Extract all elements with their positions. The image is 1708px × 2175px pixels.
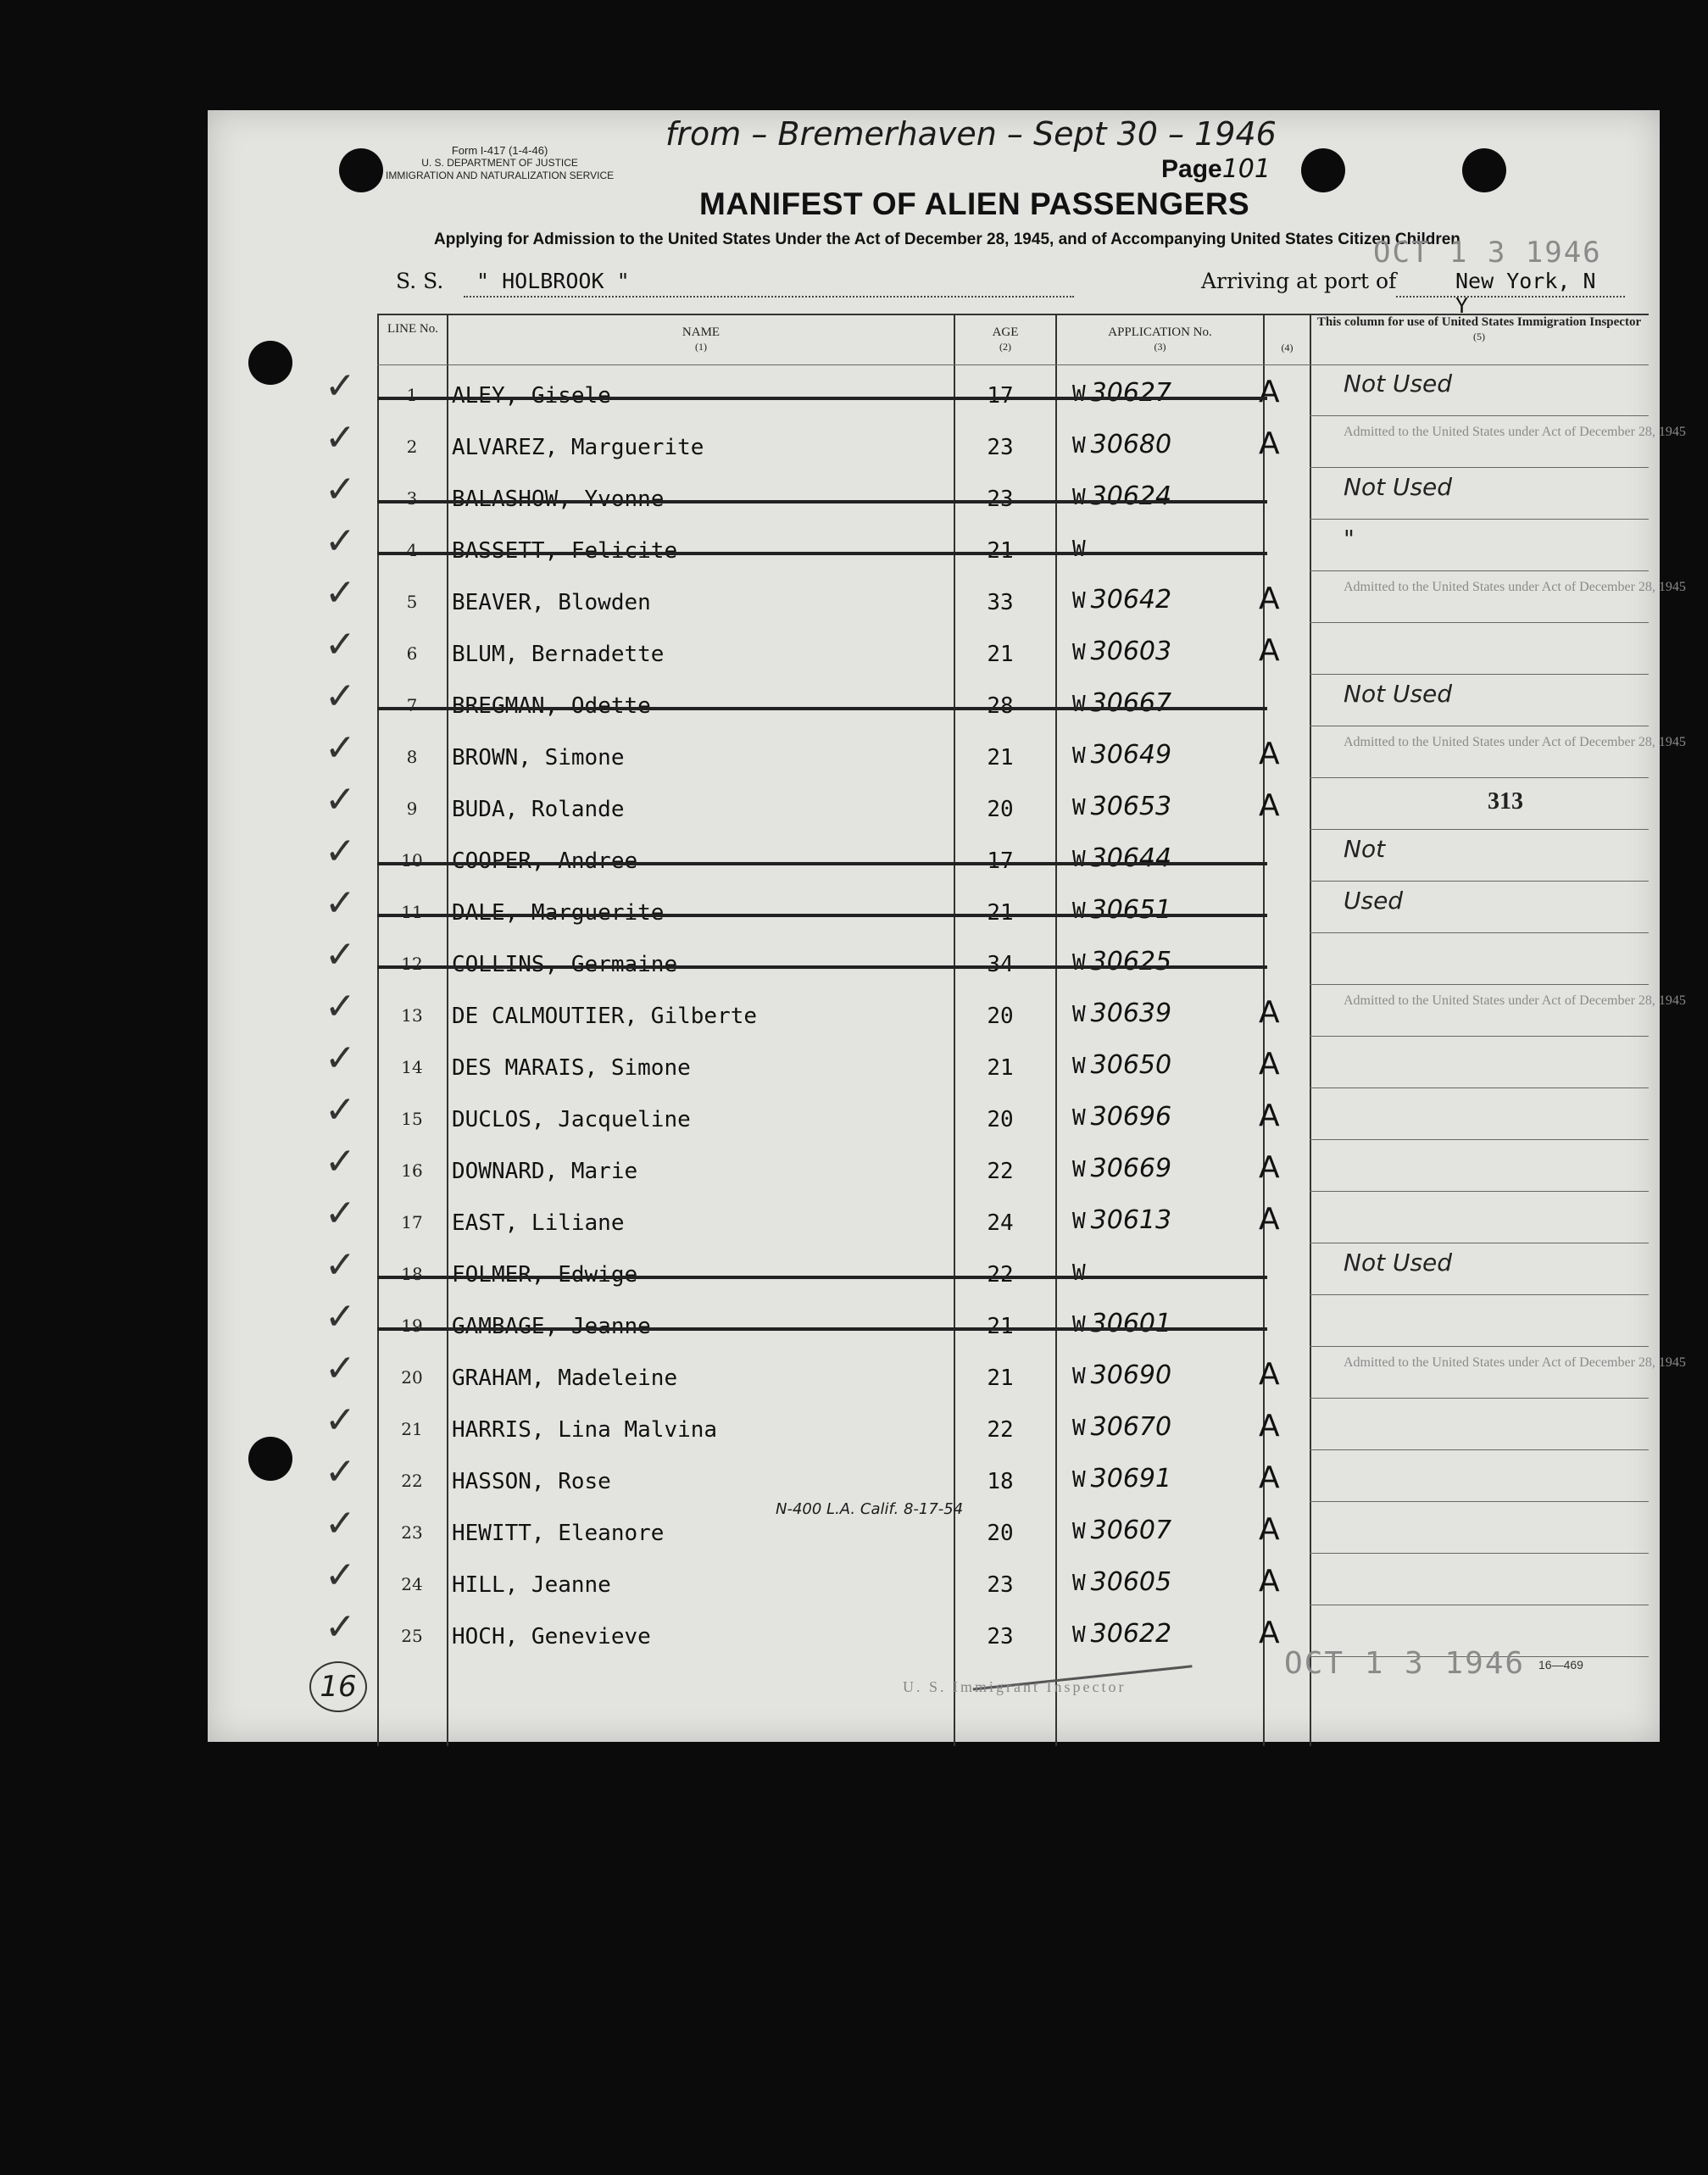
application-digits: 30691: [1090, 1464, 1172, 1494]
application-prefix: W: [1072, 1519, 1086, 1544]
age: 21: [987, 1314, 1014, 1339]
handwritten-note: N-400 L.A. Calif. 8-17-54: [776, 1500, 964, 1518]
application-digits: 30622: [1090, 1619, 1172, 1649]
application-number: [1072, 792, 1171, 821]
status-mark: A: [1259, 1564, 1280, 1599]
tick-mark: ✓: [325, 1140, 356, 1183]
age: 34: [987, 952, 1014, 977]
line-number: 4: [406, 540, 418, 560]
status-mark: A: [1259, 426, 1280, 461]
passenger-name: ALEY, Gisele: [452, 383, 611, 409]
table-row: [325, 882, 1649, 933]
line-number: 14: [401, 1057, 423, 1077]
inspector-column-header: [1314, 315, 1644, 344]
application-number: [1072, 740, 1171, 770]
age: 23: [987, 1572, 1014, 1598]
table-row: [325, 1243, 1649, 1295]
application-prefix: W: [1072, 588, 1086, 614]
line-number: 13: [401, 1005, 423, 1026]
age-header-text: AGE: [992, 325, 1019, 339]
application-number: [1072, 637, 1171, 666]
age: 20: [987, 1107, 1014, 1132]
application-digits: 30690: [1090, 1360, 1172, 1390]
status-mark: A: [1259, 995, 1280, 1030]
application-header-text: APPLICATION No.: [1108, 325, 1212, 339]
line-number: 23: [401, 1522, 423, 1543]
table-row: [325, 520, 1649, 571]
tick-mark: ✓: [325, 571, 356, 615]
application-digits: 30653: [1090, 792, 1172, 821]
application-prefix: W: [1072, 795, 1086, 820]
department: U. S. DEPARTMENT OF JUSTICE: [421, 157, 578, 169]
line-number: 19: [401, 1316, 423, 1336]
page-label: [1161, 154, 1271, 184]
line-number: 16: [401, 1160, 423, 1181]
line-number: 17: [401, 1212, 423, 1232]
tick-mark: ✓: [325, 1450, 356, 1494]
inspector-remark: Admitted to the United States under Act of December 28, 1945: [1344, 735, 1686, 749]
manifest-sheet: [208, 110, 1686, 1742]
tick-mark: ✓: [325, 416, 356, 459]
age: 21: [987, 642, 1014, 667]
inspector-remark: Not: [1344, 835, 1386, 863]
application-number: [1072, 688, 1171, 718]
service: IMMIGRATION AND NATURALIZATION SERVICE: [386, 170, 615, 181]
age: 21: [987, 1366, 1014, 1391]
application-digits: 30613: [1090, 1205, 1172, 1235]
application-digits: 30667: [1090, 688, 1172, 718]
application-number: [1072, 378, 1171, 408]
application-number: [1072, 1257, 1091, 1287]
arriving-label: Arriving at port of: [1201, 269, 1397, 293]
passenger-name: BREGMAN, Odette: [452, 693, 651, 719]
tick-mark: ✓: [325, 1192, 356, 1235]
tick-mark: ✓: [325, 675, 356, 718]
table-row: [325, 1192, 1649, 1243]
application-number: [1072, 1050, 1171, 1080]
status-mark: A: [1259, 1150, 1280, 1185]
application-digits: 30644: [1090, 843, 1172, 873]
status-mark: A: [1259, 1047, 1280, 1082]
status-mark: A: [1259, 1357, 1280, 1392]
table-row: [325, 933, 1649, 985]
ship-name: " HOLBROOK ": [476, 269, 630, 293]
application-number: [1072, 1205, 1171, 1235]
application-digits: 30669: [1090, 1154, 1172, 1183]
application-prefix: W: [1072, 1622, 1086, 1648]
port-underline: [1396, 296, 1625, 298]
tick-mark: ✓: [325, 726, 356, 770]
tick-mark: ✓: [325, 623, 356, 666]
application-prefix: W: [1072, 950, 1086, 976]
application-digits: 30680: [1090, 430, 1172, 459]
footer-date-stamp: OCT 1 3 1946: [1284, 1646, 1526, 1681]
line-header-text: LINE No.: [387, 322, 438, 336]
table-row: [325, 1450, 1649, 1502]
application-prefix: W: [1072, 1467, 1086, 1493]
passenger-name: COOPER, Andree: [452, 848, 638, 874]
application-digits: 30607: [1090, 1516, 1172, 1545]
passenger-name: COLLINS, Germaine: [452, 952, 678, 977]
inspector-header-num: (5): [1473, 331, 1485, 342]
page-number: 101: [1221, 154, 1271, 184]
passenger-name: HARRIS, Lina Malvina: [452, 1417, 718, 1443]
name-header-num: (1): [695, 341, 707, 353]
inspector-remark: Not Used: [1344, 1249, 1453, 1277]
passenger-name: ALVAREZ, Marguerite: [452, 435, 704, 460]
line-number: 22: [401, 1471, 423, 1491]
age-column-header: [955, 325, 1055, 354]
table-row: [325, 571, 1686, 623]
application-number: [1072, 895, 1171, 925]
ship-underline: [464, 296, 1074, 298]
date-stamp: OCT 1 3 1946: [1373, 236, 1602, 270]
age: 18: [987, 1469, 1014, 1494]
line-number: 5: [406, 592, 418, 612]
status-mark: A: [1259, 633, 1280, 668]
application-prefix: W: [1072, 743, 1086, 769]
application-number: [1072, 1516, 1171, 1545]
tick-mark: ✓: [325, 1502, 356, 1545]
age-header-num: (2): [999, 341, 1011, 353]
application-prefix: W: [1072, 1312, 1086, 1338]
inspector-remark: ": [1344, 525, 1355, 553]
application-prefix: W: [1072, 485, 1086, 510]
passenger-name: GAMBAGE, Jeanne: [452, 1314, 651, 1339]
status-mark: A: [1259, 788, 1280, 823]
passenger-name: BEAVER, Blowden: [452, 590, 651, 615]
application-number: [1072, 998, 1171, 1028]
inspector-remark: Not Used: [1344, 473, 1453, 501]
inspector-remark: Admitted to the United States under Act of December 28, 1945: [1344, 1355, 1686, 1370]
application-number: [1072, 1567, 1171, 1597]
inspector-remark: 313: [1488, 788, 1523, 815]
strike-through: [377, 1276, 1267, 1279]
inspector-remark: Used: [1344, 887, 1404, 915]
application-prefix: W: [1072, 1571, 1086, 1596]
passenger-name: DALE, Marguerite: [452, 900, 665, 926]
age: 33: [987, 590, 1014, 615]
tick-mark: ✓: [325, 1399, 356, 1442]
inspector-remark: Not Used: [1344, 680, 1453, 708]
age: 20: [987, 797, 1014, 822]
table-row: [325, 985, 1686, 1037]
form-header: [386, 144, 614, 182]
application-digits: 30624: [1090, 481, 1172, 511]
tick-mark: ✓: [325, 468, 356, 511]
application-number: [1072, 585, 1171, 615]
age: 20: [987, 1521, 1014, 1546]
age: 22: [987, 1159, 1014, 1184]
origin-note: from – Bremerhaven – Sept 30 – 1946: [665, 115, 1277, 153]
strike-through: [377, 914, 1267, 917]
application-digits: 30625: [1090, 947, 1172, 976]
passenger-name: BASSETT, Felicite: [452, 538, 678, 564]
table-row: [325, 1037, 1649, 1088]
table-row: [325, 1140, 1649, 1192]
passenger-name: BUDA, Rolande: [452, 797, 625, 822]
age: 21: [987, 538, 1014, 564]
passenger-name: HEWITT, Eleanore: [452, 1521, 665, 1546]
tick-mark: ✓: [325, 1243, 356, 1287]
port-value: New York, N Y: [1455, 269, 1596, 318]
age: 17: [987, 848, 1014, 874]
application-prefix: W: [1072, 1157, 1086, 1182]
subtitle: Applying for Admission to the United States Under the Act of December 28, 1945, and of Accompanying United States Citizen Children: [434, 231, 1460, 248]
inspector-label: U. S. Immigrant Inspector: [903, 1678, 1127, 1695]
passenger-name: HASSON, Rose: [452, 1469, 611, 1494]
inspector-remark: Admitted to the United States under Act of December 28, 1945: [1344, 580, 1686, 594]
col4-header: [1265, 341, 1310, 355]
table-row: [325, 468, 1649, 520]
line-number: 3: [406, 488, 418, 509]
status-mark: A: [1259, 737, 1280, 771]
status-mark: A: [1259, 1512, 1280, 1547]
tick-mark: ✓: [325, 830, 356, 873]
strike-through: [377, 397, 1267, 400]
tick-mark: ✓: [325, 1295, 356, 1338]
col4-header-num: (4): [1281, 342, 1294, 353]
application-number: [1072, 1464, 1171, 1494]
punch-hole: [1462, 148, 1506, 192]
application-prefix: W: [1072, 433, 1086, 459]
application-digits: 30639: [1090, 998, 1172, 1028]
passenger-name: HILL, Jeanne: [452, 1572, 611, 1598]
age: 23: [987, 1624, 1014, 1649]
application-prefix: W: [1072, 1002, 1086, 1027]
tick-mark: ✓: [325, 1037, 356, 1080]
line-number: 24: [401, 1574, 423, 1594]
passenger-name: GRAHAM, Madeleine: [452, 1366, 678, 1391]
application-prefix: W: [1072, 640, 1086, 665]
line-number: 8: [406, 747, 418, 767]
application-prefix: W: [1072, 847, 1086, 872]
age: 21: [987, 900, 1014, 926]
table-row: [325, 675, 1649, 726]
tick-mark: ✓: [325, 985, 356, 1028]
passenger-name: DES MARAIS, Simone: [452, 1055, 691, 1081]
age: 22: [987, 1417, 1014, 1443]
name-header-text: NAME: [682, 325, 720, 339]
application-number: [1072, 1154, 1171, 1183]
page-label-text: Page: [1161, 155, 1222, 183]
application-digits: 30603: [1090, 637, 1172, 666]
table-row: [325, 726, 1686, 778]
application-prefix: W: [1072, 1364, 1086, 1389]
application-digits: 30651: [1090, 895, 1172, 925]
table-row: [325, 1295, 1649, 1347]
table-row: [325, 1399, 1649, 1450]
passenger-name: DE CALMOUTIER, Gilberte: [452, 1004, 758, 1029]
line-number: 9: [406, 798, 418, 819]
table-row: [325, 1347, 1686, 1399]
line-number: 6: [406, 643, 418, 664]
table-row: [325, 1500, 1649, 1554]
age: 20: [987, 1004, 1014, 1029]
application-number: [1072, 1412, 1171, 1442]
strike-through: [377, 1327, 1267, 1331]
application-prefix: W: [1072, 1260, 1086, 1286]
age: 23: [987, 487, 1014, 512]
table-row: [325, 830, 1649, 882]
tick-mark: ✓: [325, 520, 356, 563]
application-digits: 30650: [1090, 1050, 1172, 1080]
punch-hole: [248, 341, 292, 385]
strike-through: [377, 552, 1267, 555]
table-row: [325, 778, 1649, 830]
table-row: [325, 1088, 1649, 1140]
line-number: 18: [401, 1264, 423, 1284]
table-row: [325, 416, 1686, 468]
table-row: [325, 623, 1649, 675]
application-number: [1072, 1102, 1171, 1132]
inspector-remark: Admitted to the United States under Act of December 28, 1945: [1344, 993, 1686, 1008]
punch-hole: [1301, 148, 1345, 192]
strike-through: [377, 862, 1267, 865]
tick-mark: ✓: [325, 1347, 356, 1390]
application-number: [1072, 843, 1171, 873]
strike-through: [377, 500, 1267, 503]
age: 17: [987, 383, 1014, 409]
line-column-header: [379, 322, 447, 337]
tick-mark: ✓: [325, 1088, 356, 1132]
application-digits: 30627: [1090, 378, 1172, 408]
line-number: 1: [406, 385, 418, 405]
age: 21: [987, 1055, 1014, 1081]
status-mark: A: [1259, 581, 1280, 616]
line-number: 10: [401, 850, 423, 871]
tick-mark: ✓: [325, 882, 356, 925]
line-number: 21: [401, 1419, 423, 1439]
application-prefix: W: [1072, 1054, 1086, 1079]
tick-mark: ✓: [325, 933, 356, 976]
application-column-header: [1057, 325, 1263, 354]
status-mark: A: [1259, 1409, 1280, 1444]
line-number: 25: [401, 1626, 423, 1646]
application-digits: 30642: [1090, 585, 1172, 615]
application-digits: 30670: [1090, 1412, 1172, 1442]
passenger-name: EAST, Liliane: [452, 1210, 625, 1236]
age: 22: [987, 1262, 1014, 1288]
passenger-name: FOLMER, Edwige: [452, 1262, 638, 1288]
application-digits: 30696: [1090, 1102, 1172, 1132]
status-mark: A: [1259, 1616, 1280, 1650]
passenger-name: DUCLOS, Jacqueline: [452, 1107, 691, 1132]
table-row: [325, 364, 1649, 416]
strike-through: [377, 965, 1267, 969]
application-digits: 30601: [1090, 1309, 1172, 1338]
status-mark: A: [1259, 375, 1280, 409]
strike-through: [377, 707, 1267, 710]
application-prefix: W: [1072, 898, 1086, 924]
application-number: [1072, 1309, 1171, 1338]
status-mark: A: [1259, 1099, 1280, 1133]
passenger-name: BALASHOW, Yvonne: [452, 487, 665, 512]
age: 21: [987, 745, 1014, 770]
tick-mark: ✓: [325, 1605, 356, 1649]
application-header-num: (3): [1154, 341, 1166, 353]
circled-number: 16: [309, 1661, 367, 1712]
passenger-name: BLUM, Bernadette: [452, 642, 665, 667]
punch-hole: [339, 148, 383, 192]
tick-mark: ✓: [325, 778, 356, 821]
line-number: 15: [401, 1109, 423, 1129]
ship-row: [396, 269, 1616, 318]
passenger-name: BROWN, Simone: [452, 745, 625, 770]
punch-hole: [248, 1437, 292, 1481]
inspector-remark: Not Used: [1344, 370, 1453, 398]
form-number: Form I-417 (1-4-46): [451, 144, 548, 157]
passenger-name: DOWNARD, Marie: [452, 1159, 638, 1184]
form-code: 16—469: [1538, 1658, 1583, 1672]
line-number: 7: [406, 695, 418, 715]
application-prefix: W: [1072, 537, 1086, 562]
line-number: 11: [401, 902, 423, 922]
inspector-remark: Admitted to the United States under Act of December 28, 1945: [1344, 425, 1686, 439]
application-prefix: W: [1072, 1105, 1086, 1131]
application-number: [1072, 481, 1171, 511]
age: 23: [987, 435, 1014, 460]
application-prefix: W: [1072, 692, 1086, 717]
age: 28: [987, 693, 1014, 719]
line-number: 2: [406, 437, 418, 457]
application-digits: 30605: [1090, 1567, 1172, 1597]
line-number: 20: [401, 1367, 423, 1388]
application-prefix: W: [1072, 1209, 1086, 1234]
tick-mark: ✓: [325, 1554, 356, 1597]
line-number: 12: [401, 954, 423, 974]
tick-mark: ✓: [325, 364, 356, 408]
age: 24: [987, 1210, 1014, 1236]
application-prefix: W: [1072, 381, 1086, 407]
ship-prefix: S. S.: [396, 269, 444, 293]
application-number: [1072, 533, 1091, 563]
application-number: [1072, 947, 1171, 976]
application-number: [1072, 1360, 1171, 1390]
application-prefix: W: [1072, 1416, 1086, 1441]
status-mark: A: [1259, 1202, 1280, 1237]
inspector-header-text: This column for use of United States Immigration Inspector: [1316, 315, 1642, 329]
page-title: MANIFEST OF ALIEN PASSENGERS: [699, 186, 1250, 221]
passenger-name: HOCH, Genevieve: [452, 1624, 651, 1649]
status-mark: A: [1259, 1460, 1280, 1495]
application-number: [1072, 430, 1171, 459]
name-column-header: [448, 325, 954, 354]
table-row: [325, 1554, 1649, 1605]
application-digits: 30649: [1090, 740, 1172, 770]
